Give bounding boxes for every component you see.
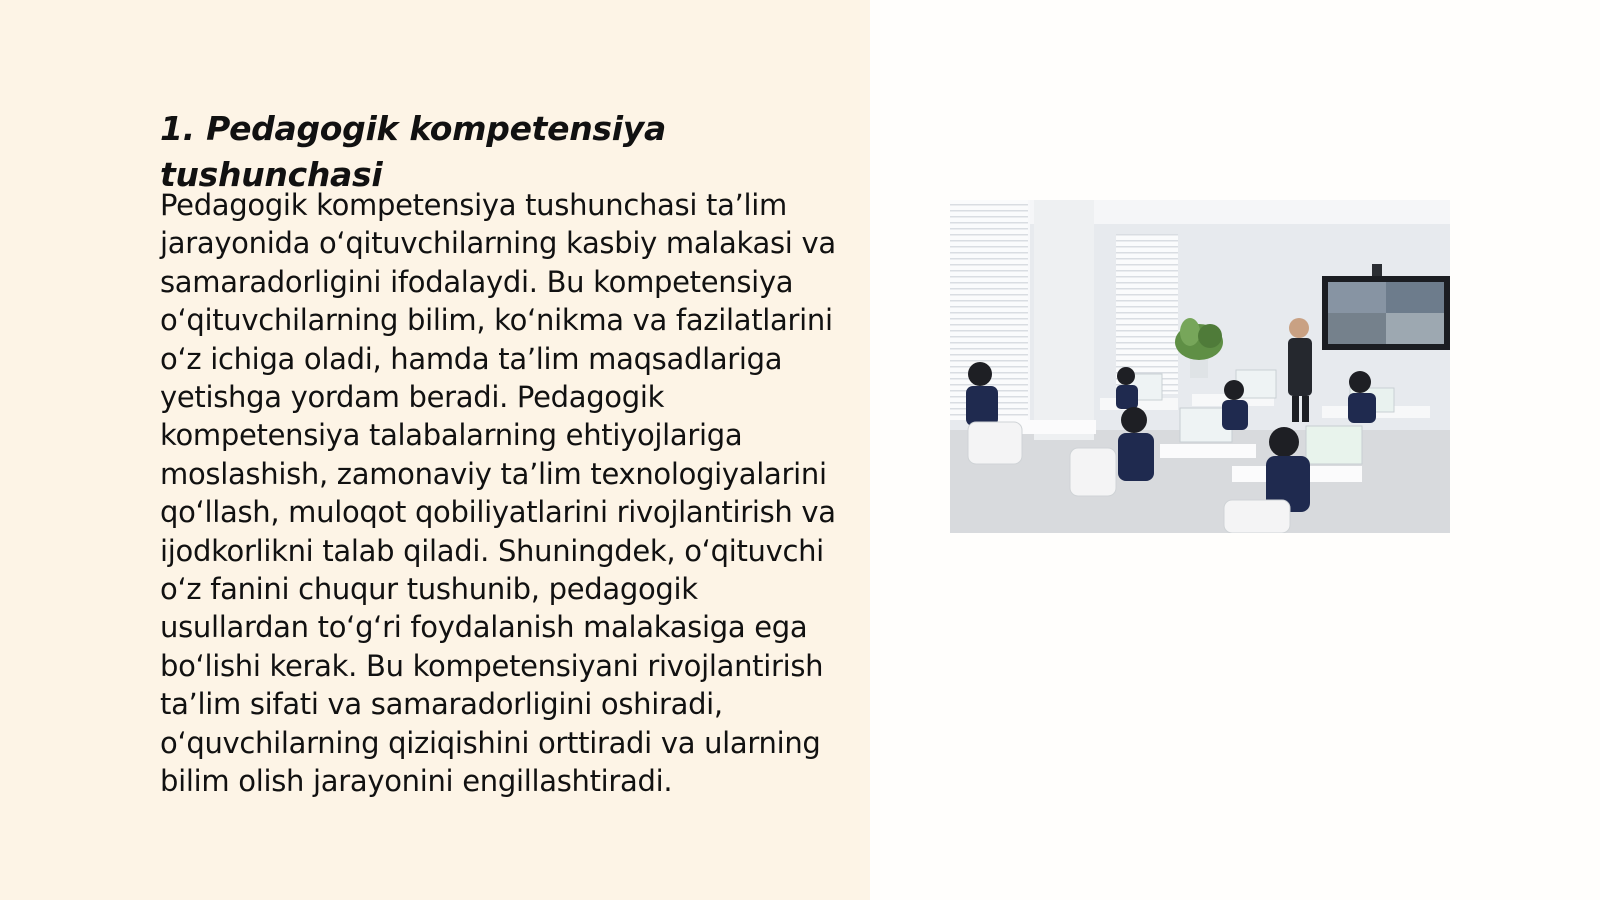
wall-column [1034, 200, 1094, 440]
slide-body-text: Pedagogik kompetensiya tushunchasi ta’lim jarayonida o‘qituvchilarning kasbiy malakasi va samaradorligini ifodalaydi. Bu kompetensiya o‘qituvchilarning bilim, ko‘nikma va fazilatlarini o‘z ichiga oladi, hamda ta’lim maqsadlariga yetishga yordam beradi. Pedagogik kompetensiya talabalarning ehtiyojlariga moslashish, zamonaviy ta’lim texnologiyalarini qo‘llash, muloqot qobiliyatlarini rivojlantirish va ijodkorlikni talab qiladi. Shuningdek, o‘qituvchi o‘z fanini chuqur tushunib, pedagogik usullardan to‘g‘ri foydalanish malakasiga ega bo‘lishi kerak. Bu kompetensiyani rivojlantirish ta’lim sifati va samaradorligini oshiradi, o‘quvchilarning qiziqishini orttiradi va ularning bilim olish jarayonini engillashtiradi. [160, 188, 836, 799]
classroom-photo [950, 200, 1450, 533]
slide-title: 1. Pedagogik kompetensiya tushunchasi [160, 109, 666, 194]
classroom-illustration [950, 200, 1450, 533]
video-wall-screen [1322, 264, 1450, 350]
